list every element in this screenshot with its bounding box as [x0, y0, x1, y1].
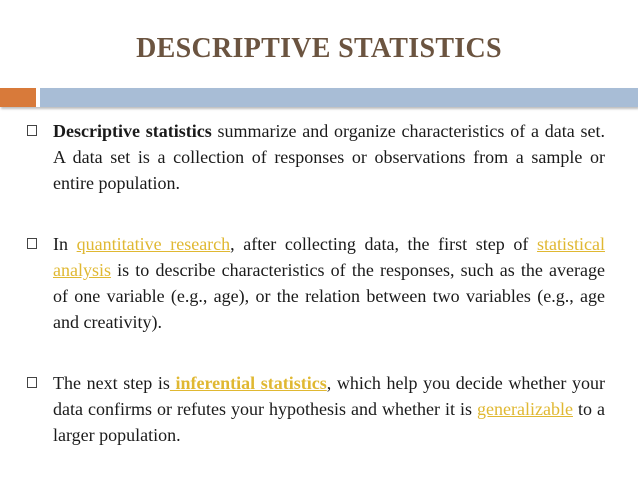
square-bullet-icon — [27, 377, 37, 388]
bullet-3-run-1: The next step is — [53, 373, 170, 393]
link-statistical-analysis[interactable]: statistical analysis — [53, 234, 605, 280]
bullet-2-run-3: , after collecting data, the first step of — [230, 234, 538, 254]
square-bullet-icon — [27, 238, 37, 249]
divider-blue-segment — [38, 88, 638, 107]
title-divider-bar — [0, 88, 638, 107]
bullet-text-2 — [53, 231, 605, 335]
divider-orange-segment — [0, 88, 38, 107]
divider-gap — [36, 88, 40, 107]
term-descriptive-statistics: Descriptive statistics — [53, 121, 212, 141]
bullet-1-body: summarize and organize characteristics of a data set. A data set is a collection of responses or observations from a sample or entire population. — [53, 121, 605, 193]
bullet-2-run-5: is to describe characteristics of the responses, such as the average of one variable (e.g., age), or the relation between two variables (e.g., age and creativity). — [53, 260, 605, 332]
bullet-2-run-1: In — [53, 234, 77, 254]
bullet-text-1 — [53, 118, 605, 196]
slide-title: DESCRIPTIVE STATISTICS — [136, 33, 502, 64]
link-inferential-statistics[interactable]: inferential statistics — [169, 373, 327, 393]
link-generalizable[interactable]: generalizable — [477, 399, 573, 419]
bullet-3-run-5: to a larger population. — [53, 399, 605, 445]
square-bullet-icon — [27, 125, 37, 136]
bullet-3-run-3: , which help you decide whether your data confirms or refutes your hypothesis and whether it is — [53, 373, 605, 419]
link-quantitative-research[interactable]: quantitative research — [76, 234, 231, 254]
bullet-text-3 — [53, 370, 605, 448]
